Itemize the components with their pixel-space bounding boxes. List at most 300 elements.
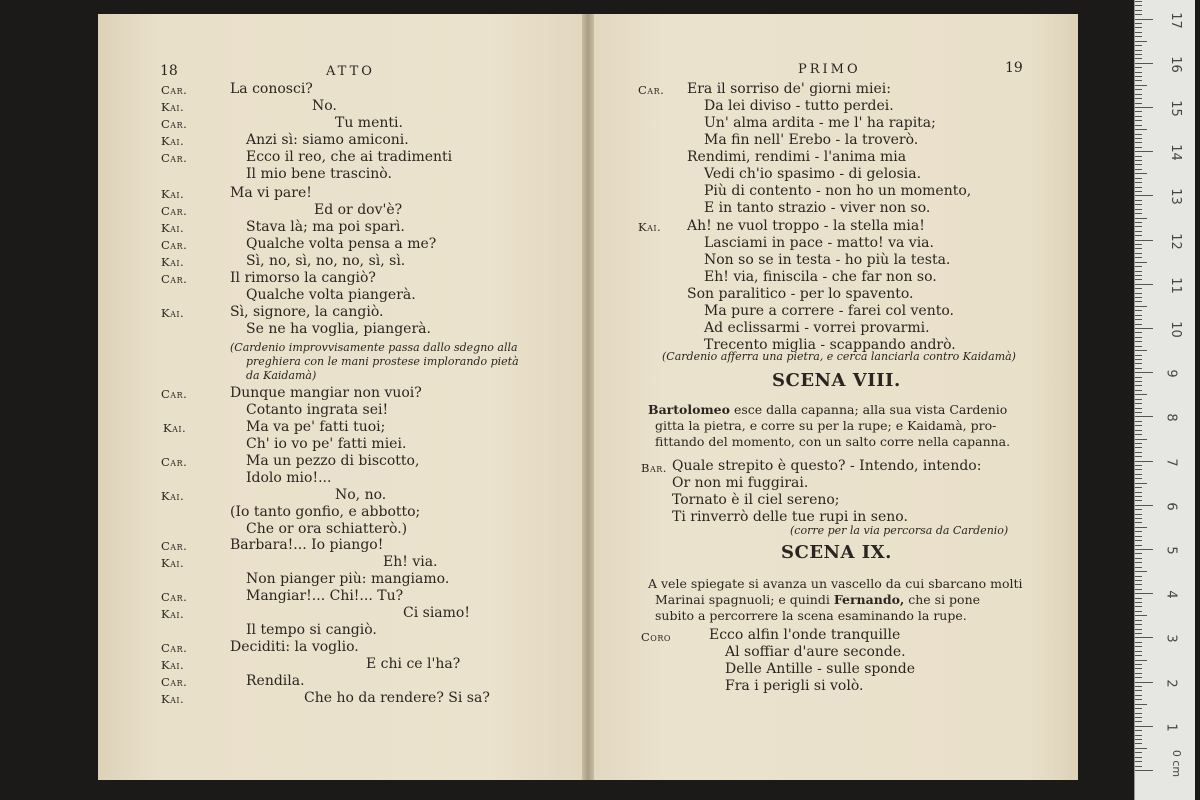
ruler-tick bbox=[1135, 434, 1142, 435]
ruler-tick bbox=[1135, 430, 1142, 431]
ruler-tick bbox=[1135, 27, 1142, 28]
ruler-tick bbox=[1135, 195, 1153, 196]
ruler-tick bbox=[1135, 266, 1142, 267]
ruler-tick bbox=[1135, 204, 1142, 205]
ruler-tick bbox=[1135, 240, 1153, 241]
ruler-tick bbox=[1135, 310, 1142, 311]
ruler-tick bbox=[1135, 103, 1142, 104]
ruler-tick bbox=[1135, 385, 1142, 386]
ruler-tick bbox=[1135, 531, 1142, 532]
ruler-tick bbox=[1135, 708, 1142, 709]
verse-line: Barbara!... Io piango! bbox=[230, 537, 384, 553]
ruler-tick bbox=[1135, 651, 1142, 652]
ruler-tick bbox=[1135, 522, 1142, 523]
ruler-tick bbox=[1135, 549, 1153, 550]
ruler-tick bbox=[1135, 244, 1142, 245]
ruler-tick bbox=[1135, 381, 1142, 382]
verse-line: Fra i perigli si volò. bbox=[725, 678, 864, 694]
scene-description: A vele spiegate si avanza un vascello da cui sbarcano molti bbox=[648, 576, 1023, 591]
ruler-tick bbox=[1135, 606, 1142, 607]
ruler-tick bbox=[1135, 120, 1142, 121]
ruler-tick bbox=[1135, 129, 1147, 130]
ruler-tick bbox=[1135, 611, 1142, 612]
verse-line: Lasciami in pace - matto! va via. bbox=[704, 235, 934, 251]
verse-line: Qualche volta pensa a me? bbox=[246, 236, 437, 252]
ruler-tick bbox=[1135, 346, 1142, 347]
verse-line: Ma fin nell' Erebo - la troverò. bbox=[704, 132, 919, 148]
ruler-tick bbox=[1135, 284, 1153, 285]
ruler-tick bbox=[1135, 213, 1142, 214]
verse-line: Eh! via. bbox=[383, 554, 438, 570]
ruler-tick bbox=[1135, 187, 1142, 188]
ruler-tick bbox=[1135, 209, 1142, 210]
verse-line: Cotanto ingrata sei! bbox=[246, 402, 389, 418]
ruler-tick bbox=[1135, 89, 1142, 90]
verse-line: Da lei diviso - tutto perdei. bbox=[704, 98, 894, 114]
verse-line: Qualche volta piangerà. bbox=[246, 287, 416, 303]
verse-line: Rendila. bbox=[246, 673, 305, 689]
speaker: Car. bbox=[161, 117, 188, 131]
speaker: Bar. bbox=[641, 461, 667, 475]
speaker: Kai. bbox=[161, 134, 185, 148]
ruler-tick bbox=[1135, 536, 1142, 537]
stage-direction: (corre per la via percorsa da Cardenio) bbox=[790, 524, 1009, 537]
ruler-number: 15 bbox=[1167, 100, 1183, 117]
ruler-tick bbox=[1135, 147, 1142, 148]
speaker: Car. bbox=[161, 238, 188, 252]
page-number: 18 bbox=[160, 63, 178, 79]
ruler-tick bbox=[1135, 509, 1142, 510]
verse-line: Quale strepito è questo? - Intendo, intendo: bbox=[672, 458, 982, 474]
ruler-tick bbox=[1135, 403, 1142, 404]
verse-line: Ch' io vo pe' fatti miei. bbox=[246, 436, 407, 452]
ruler-tick bbox=[1135, 94, 1142, 95]
ruler-tick bbox=[1135, 469, 1142, 470]
stage-direction: preghiera con le mani prostese implorando pietà bbox=[246, 355, 519, 368]
ruler-tick bbox=[1135, 363, 1142, 364]
ruler-tick bbox=[1135, 350, 1147, 351]
ruler-tick bbox=[1135, 743, 1142, 744]
verse-line: E in tanto strazio - viver non so. bbox=[704, 200, 931, 216]
ruler-tick bbox=[1135, 412, 1142, 413]
ruler-tick bbox=[1135, 151, 1153, 152]
ruler-tick bbox=[1135, 598, 1142, 599]
speaker: Car. bbox=[161, 151, 188, 165]
ruler-tick bbox=[1135, 748, 1147, 749]
ruler-tick bbox=[1135, 721, 1142, 722]
verse-line: Che or ora schiatterò.) bbox=[246, 521, 408, 537]
ruler-tick bbox=[1135, 576, 1142, 577]
verse-line: Or non mi fuggirai. bbox=[672, 475, 809, 491]
running-head: ATTO bbox=[326, 64, 375, 79]
verse-line: Che ho da rendere? Si sa? bbox=[304, 690, 490, 706]
verse-line: Deciditi: la voglio. bbox=[230, 639, 359, 655]
ruler-tick bbox=[1135, 218, 1147, 219]
ruler-tick bbox=[1135, 200, 1142, 201]
ruler-tick bbox=[1135, 593, 1153, 594]
ruler-tick bbox=[1135, 262, 1147, 263]
ruler-number: 2 bbox=[1163, 678, 1179, 688]
ruler-tick bbox=[1135, 226, 1142, 227]
speaker: Kai. bbox=[638, 220, 662, 234]
ruler-tick bbox=[1135, 271, 1142, 272]
scene-description: Marinai spagnuoli; e quindi Fernando, che si pone bbox=[655, 592, 981, 607]
speaker: Kai. bbox=[161, 692, 185, 706]
scene-title: SCENA IX. bbox=[781, 542, 892, 563]
ruler-tick bbox=[1135, 293, 1142, 294]
ruler-tick bbox=[1135, 41, 1147, 42]
ruler-tick bbox=[1135, 704, 1147, 705]
character-name: Bartolomeo bbox=[648, 402, 730, 417]
verse-line: Trecento miglia - scappando andrò. bbox=[704, 337, 956, 353]
ruler-tick bbox=[1135, 341, 1142, 342]
speaker: Kai. bbox=[163, 421, 187, 435]
ruler-tick bbox=[1135, 483, 1147, 484]
ruler-tick bbox=[1135, 447, 1142, 448]
ruler-tick bbox=[1135, 372, 1153, 373]
verse-line: Ecco il reo, che ai tradimenti bbox=[246, 149, 453, 165]
ruler-tick bbox=[1135, 500, 1142, 501]
ruler-tick bbox=[1135, 45, 1142, 46]
speaker: Car. bbox=[161, 590, 188, 604]
verse-line: Vedi ch'io spasimo - di gelosia. bbox=[704, 166, 922, 182]
ruler-tick bbox=[1135, 553, 1142, 554]
speaker: Kai. bbox=[161, 607, 185, 621]
scene-description: subito a percorrere la scena esaminando la rupe. bbox=[655, 608, 967, 623]
ruler-number: 6 bbox=[1163, 502, 1179, 511]
ruler-tick bbox=[1135, 169, 1142, 170]
verse-line: Ma vi pare! bbox=[230, 185, 312, 201]
verse-line: Tornato è il ciel sereno; bbox=[672, 492, 840, 508]
speaker: Kai. bbox=[161, 255, 185, 269]
ruler-tick bbox=[1135, 686, 1142, 687]
stage-direction: da Kaidamà) bbox=[246, 369, 317, 382]
ruler-unit-label: 0 cm bbox=[1170, 749, 1184, 778]
ruler-tick bbox=[1135, 580, 1142, 581]
stage-direction: (Cardenio afferra una pietra, e cerca lanciarla contro Kaidamà) bbox=[662, 350, 1016, 363]
ruler-tick bbox=[1135, 584, 1142, 585]
ruler-tick bbox=[1135, 58, 1142, 59]
ruler-tick bbox=[1135, 275, 1142, 276]
ruler-tick bbox=[1135, 328, 1153, 329]
ruler-tick bbox=[1135, 562, 1142, 563]
ruler-tick bbox=[1135, 72, 1142, 73]
verse-line: Sì, signore, la cangiò. bbox=[230, 304, 384, 320]
ruler-tick bbox=[1135, 164, 1142, 165]
ruler-tick bbox=[1135, 757, 1142, 758]
ruler-tick bbox=[1135, 602, 1142, 603]
ruler-tick bbox=[1135, 682, 1153, 683]
ruler-tick bbox=[1135, 487, 1142, 488]
ruler-tick bbox=[1135, 699, 1142, 700]
verse-line: Ad eclissarmi - vorrei provarmi. bbox=[704, 320, 930, 336]
ruler-tick bbox=[1135, 633, 1142, 634]
verse-line: Ed or dov'è? bbox=[314, 202, 403, 218]
verse-line: Il mio bene trascinò. bbox=[246, 166, 392, 182]
ruler-tick bbox=[1135, 85, 1147, 86]
ruler-tick bbox=[1135, 558, 1142, 559]
ruler-tick bbox=[1135, 116, 1142, 117]
ruler-tick bbox=[1135, 319, 1142, 320]
ruler-tick bbox=[1135, 54, 1142, 55]
ruler-tick bbox=[1135, 63, 1153, 64]
ruler-tick bbox=[1135, 690, 1142, 691]
ruler-tick bbox=[1135, 527, 1147, 528]
ruler-tick bbox=[1135, 253, 1142, 254]
ruler-number: 3 bbox=[1163, 634, 1179, 644]
character-name: Fernando, bbox=[833, 592, 905, 607]
ruler-tick bbox=[1135, 655, 1142, 656]
speaker: Kai. bbox=[161, 489, 185, 503]
page-number: 19 bbox=[1005, 60, 1023, 76]
ruler-tick bbox=[1135, 637, 1153, 638]
ruler-tick bbox=[1135, 571, 1147, 572]
ruler-number: 13 bbox=[1167, 188, 1183, 206]
ruler-tick bbox=[1135, 142, 1142, 143]
verse-line: Tu menti. bbox=[335, 115, 403, 131]
ruler-tick bbox=[1135, 668, 1142, 669]
ruler-tick bbox=[1135, 717, 1142, 718]
ruler-tick bbox=[1135, 107, 1153, 108]
ruler-tick bbox=[1135, 456, 1142, 457]
ruler-tick bbox=[1135, 425, 1142, 426]
verse-line: Un' alma ardita - me l' ha rapita; bbox=[704, 115, 936, 131]
ruler-tick bbox=[1135, 222, 1142, 223]
ruler-tick bbox=[1135, 67, 1142, 68]
ruler-tick bbox=[1135, 337, 1142, 338]
verse-line: Mangiar!... Chi!... Tu? bbox=[246, 588, 404, 604]
verse-line: Al soffiar d'aure seconde. bbox=[725, 644, 906, 660]
ruler-tick bbox=[1135, 496, 1142, 497]
speaker: Coro bbox=[641, 630, 671, 644]
speaker: Car. bbox=[161, 83, 188, 97]
ruler-number: 8 bbox=[1163, 413, 1179, 423]
ruler-number: 11 bbox=[1167, 277, 1183, 294]
verse-line: E chi ce l'ha? bbox=[366, 656, 461, 672]
ruler-tick bbox=[1135, 235, 1142, 236]
speaker: Car. bbox=[161, 675, 188, 689]
ruler-tick bbox=[1135, 624, 1142, 625]
ruler-tick bbox=[1135, 173, 1147, 174]
ruler-tick bbox=[1135, 673, 1142, 674]
verse-line: Ma pure a correre - farei col vento. bbox=[704, 303, 954, 319]
ruler-tick bbox=[1135, 297, 1142, 298]
ruler-tick bbox=[1135, 452, 1142, 453]
speaker: Car. bbox=[161, 272, 188, 286]
ruler-tick bbox=[1135, 761, 1142, 762]
verse-line: Rendimi, rendimi - l'anima mia bbox=[687, 149, 907, 165]
ruler-tick bbox=[1135, 80, 1142, 81]
ruler-tick bbox=[1135, 19, 1153, 20]
ruler-tick bbox=[1135, 138, 1142, 139]
ruler-tick bbox=[1135, 416, 1153, 417]
ruler-tick bbox=[1135, 98, 1142, 99]
ruler-tick bbox=[1135, 739, 1142, 740]
verse-line: No. bbox=[312, 98, 337, 114]
verse-line: Ti rinverrò delle tue rupi in seno. bbox=[672, 509, 908, 525]
ruler-tick bbox=[1135, 735, 1142, 736]
ruler-tick bbox=[1135, 642, 1142, 643]
verse-line: Sì, no, sì, no, no, sì, sì. bbox=[246, 253, 406, 269]
measuring-ruler bbox=[1134, 0, 1195, 800]
ruler-tick bbox=[1135, 111, 1142, 112]
ruler-tick bbox=[1135, 399, 1142, 400]
speaker: Kai. bbox=[161, 100, 185, 114]
ruler-tick bbox=[1135, 713, 1142, 714]
ruler-tick bbox=[1135, 770, 1153, 771]
ruler-tick bbox=[1135, 36, 1142, 37]
ruler-tick bbox=[1135, 540, 1142, 541]
verse-line: Se ne ha voglia, piangerà. bbox=[246, 321, 431, 337]
speaker: Car. bbox=[161, 387, 188, 401]
verse-line: Delle Antille - sulle sponde bbox=[725, 661, 916, 677]
ruler-tick bbox=[1135, 514, 1142, 515]
verse-line: Idolo mio!... bbox=[246, 470, 332, 486]
scene-description: Bartolomeo esce dalla capanna; alla sua vista Cardenio bbox=[648, 402, 1008, 417]
running-head: PRIMO bbox=[798, 62, 861, 77]
ruler-tick bbox=[1135, 1, 1142, 2]
ruler-tick bbox=[1135, 368, 1142, 369]
ruler-tick bbox=[1135, 474, 1142, 475]
scene-title: SCENA VIII. bbox=[772, 370, 901, 391]
ruler-tick bbox=[1135, 257, 1142, 258]
scene-description: fittando del momento, con un salto corre nella capanna. bbox=[655, 434, 1011, 449]
scene-description: gitta la pietra, e corre su per la rupe; e Kaidamà, pro- bbox=[655, 418, 997, 433]
verse-line: Ma un pezzo di biscotto, bbox=[246, 453, 420, 469]
verse-line: Non pianger più: mangiamo. bbox=[246, 571, 450, 587]
ruler-tick bbox=[1135, 394, 1147, 395]
verse-line: Anzi sì: siamo amiconi. bbox=[246, 132, 409, 148]
ruler-tick bbox=[1135, 465, 1142, 466]
ruler-tick bbox=[1135, 752, 1142, 753]
speaker: Kai. bbox=[161, 306, 185, 320]
ruler-tick bbox=[1135, 134, 1142, 135]
ruler-tick bbox=[1135, 231, 1142, 232]
ruler-number: 16 bbox=[1167, 56, 1183, 73]
ruler-tick bbox=[1135, 377, 1142, 378]
ruler-tick bbox=[1135, 23, 1142, 24]
ruler-tick bbox=[1135, 567, 1142, 568]
ruler-tick bbox=[1135, 461, 1153, 462]
verse-line: Il tempo si cangiò. bbox=[246, 622, 377, 638]
ruler-tick bbox=[1135, 615, 1147, 616]
speaker: Car. bbox=[638, 83, 665, 97]
ruler-tick bbox=[1135, 125, 1142, 126]
ruler-tick bbox=[1135, 355, 1142, 356]
ruler-number: 14 bbox=[1167, 144, 1183, 161]
ruler-tick bbox=[1135, 677, 1142, 678]
ruler-tick bbox=[1135, 10, 1142, 11]
verse-line: La conosci? bbox=[230, 81, 313, 97]
ruler-tick bbox=[1135, 50, 1142, 51]
ruler-tick bbox=[1135, 664, 1142, 665]
verse-line: Ma va pe' fatti tuoi; bbox=[246, 419, 386, 435]
ruler-tick bbox=[1135, 660, 1147, 661]
ruler-number: 10 bbox=[1167, 321, 1183, 338]
ruler-number: 9 bbox=[1163, 369, 1179, 378]
ruler-tick bbox=[1135, 726, 1153, 727]
verse-line: No, no. bbox=[335, 487, 387, 503]
verse-line: Ecco alfin l'onde tranquille bbox=[709, 627, 901, 643]
ruler-tick bbox=[1135, 646, 1142, 647]
ruler-tick bbox=[1135, 492, 1142, 493]
ruler-tick bbox=[1135, 408, 1142, 409]
ruler-tick bbox=[1135, 156, 1142, 157]
ruler-tick bbox=[1135, 545, 1142, 546]
ruler-tick bbox=[1135, 306, 1147, 307]
ruler-tick bbox=[1135, 505, 1153, 506]
verse-line: Non so se in testa - ho più la testa. bbox=[704, 252, 951, 268]
ruler-tick bbox=[1135, 248, 1142, 249]
ruler-tick bbox=[1135, 324, 1142, 325]
ruler-tick bbox=[1135, 301, 1142, 302]
ruler-tick bbox=[1135, 32, 1142, 33]
ruler-tick bbox=[1135, 439, 1147, 440]
ruler-tick bbox=[1135, 629, 1142, 630]
ruler-number: 5 bbox=[1163, 546, 1179, 555]
ruler-tick bbox=[1135, 421, 1142, 422]
ruler-tick bbox=[1135, 518, 1142, 519]
ruler-tick bbox=[1135, 478, 1142, 479]
verse-line: Era il sorriso de' giorni miei: bbox=[687, 81, 891, 97]
ruler-tick bbox=[1135, 182, 1142, 183]
ruler-tick bbox=[1135, 178, 1142, 179]
ruler-tick bbox=[1135, 279, 1142, 280]
ruler-number: 7 bbox=[1163, 457, 1179, 467]
ruler-tick bbox=[1135, 160, 1142, 161]
speaker: Car. bbox=[161, 455, 188, 469]
ruler-tick bbox=[1135, 14, 1142, 15]
ruler-number: 17 bbox=[1167, 11, 1183, 29]
speaker: Car. bbox=[161, 539, 188, 553]
stage-direction: (Cardenio improvvisamente passa dallo sdegno alla bbox=[230, 341, 518, 354]
ruler-tick bbox=[1135, 191, 1142, 192]
speaker: Kai. bbox=[161, 187, 185, 201]
verse-line: Il rimorso la cangiò? bbox=[230, 270, 376, 286]
ruler-tick bbox=[1135, 76, 1142, 77]
speaker: Kai. bbox=[161, 556, 185, 570]
ruler-tick bbox=[1135, 5, 1142, 6]
ruler-number: 12 bbox=[1167, 232, 1183, 250]
ruler-tick bbox=[1135, 443, 1142, 444]
verse-line: Stava là; ma poi sparì. bbox=[246, 219, 405, 235]
ruler-tick bbox=[1135, 359, 1142, 360]
ruler-tick bbox=[1135, 730, 1142, 731]
ruler-tick bbox=[1135, 390, 1142, 391]
speaker: Car. bbox=[161, 641, 188, 655]
ruler-tick bbox=[1135, 288, 1142, 289]
verse-line: Dunque mangiar non vuoi? bbox=[230, 385, 422, 401]
verse-line: (Io tanto gonfio, e abbotto; bbox=[230, 504, 421, 520]
ruler-number: 4 bbox=[1163, 590, 1179, 599]
book-gutter bbox=[582, 14, 594, 780]
verse-line: Ah! ne vuol troppo - la stella mia! bbox=[687, 218, 925, 234]
ruler-tick bbox=[1135, 695, 1142, 696]
ruler-tick bbox=[1135, 332, 1142, 333]
speaker: Kai. bbox=[161, 221, 185, 235]
ruler-tick bbox=[1135, 589, 1142, 590]
ruler-tick bbox=[1135, 766, 1142, 767]
verse-line: Ci siamo! bbox=[403, 605, 470, 621]
ruler-tick bbox=[1135, 315, 1142, 316]
speaker: Car. bbox=[161, 204, 188, 218]
verse-line: Eh! via, finiscila - che far non so. bbox=[704, 269, 937, 285]
verse-line: Più di contento - non ho un momento, bbox=[704, 183, 972, 199]
verse-line: Son paralitico - per lo spavento. bbox=[687, 286, 914, 302]
ruler-number: 1 bbox=[1163, 723, 1179, 732]
ruler-tick bbox=[1135, 620, 1142, 621]
speaker: Kai. bbox=[161, 658, 185, 672]
